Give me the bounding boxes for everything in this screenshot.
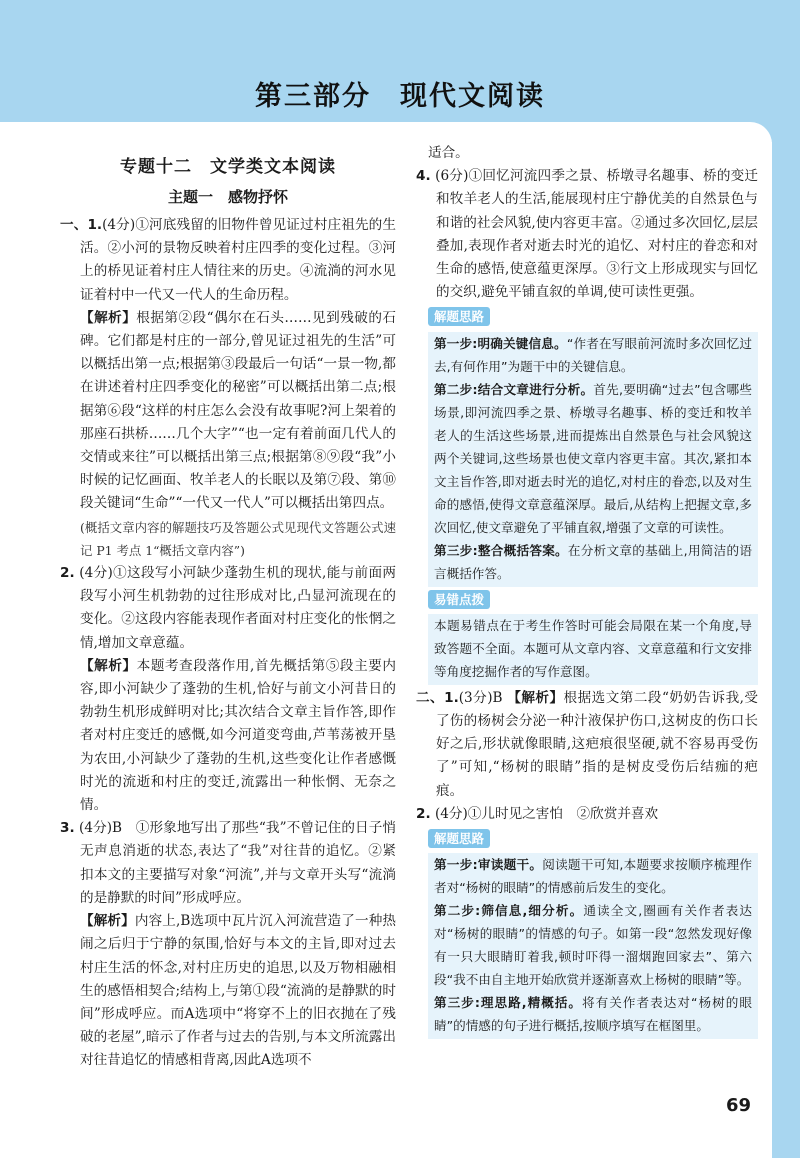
analysis-1-tag: 【解析】: [80, 309, 137, 326]
answer-4-number: 4.: [416, 168, 431, 185]
answer-4: [416, 165, 758, 304]
ideas-box-1: [428, 332, 758, 587]
ideas-block-1: [416, 304, 758, 684]
analysis-1-text: 根据第②段“偶尔在石头……见到残破的石碑。它们都是村庄的一部分,曾见证过祖先的生活”可以概括出第一点;根据第③段最后一句话“一景一物,都在讲述着村庄四季变化的秘密”可以概括出第二点;根据第⑥段“这样的村庄怎么会没有故事呢?河上架着的那座石拱桥……几个大字”“也一定有着前面几代人的交情或来往”可以概括出第三点;根据第⑧⑨段“我”小时候的记忆画面、牧羊老人的长眠以及第⑦段、第⑩段关键词“生命”“一代又一代人”可以概括出第四点。: [80, 309, 396, 512]
error-label: 易错点拨: [428, 590, 490, 609]
answer-1-number: 一、1.: [60, 217, 103, 233]
step-b2-head: 第二步:筛信息,细分析。: [434, 903, 584, 919]
step-2-text: 首先,要明确“过去”包含哪些场景,即河流四季之景、桥墩寻名趣事、桥的变迁和牧羊老人的生活这些场景,进而提炼出自然景色与社会风貌这两个关键词,这些场景也使文章内容更丰富。其次,紧扣本文主旨作答,即对逝去时光的追忆,对村庄的眷恋,以及对生命的感悟,使得文章意蕴深厚。最后,从结构上把握文章,多次回忆,使文章避免了平铺直叙,增强了文章的可读性。: [434, 381, 752, 535]
step-b1: [434, 853, 752, 899]
step-1-text: “作者在写眼前河流时多次回忆过去,有何作用”为题干中的关键信息。: [434, 335, 752, 374]
answer-2-text: (4分)①这段写小河缺少蓬勃生机的现状,能与前面两段写小河生机勃勃的过往形成对比,凸显河流现在的变化。②这段内容能表现作者面对村庄变化的怅惘之情,增加文章意蕴。: [79, 565, 396, 651]
page-sheet: [0, 122, 772, 1158]
topic-title: 专题十二 文学类文本阅读: [120, 157, 336, 177]
left-column: [60, 122, 396, 1073]
step-b3-text: 将有关作者表达对“杨树的眼睛”的情感的句子进行概括,按顺序填写在框图里。: [434, 995, 752, 1034]
error-box: [428, 614, 758, 685]
step-b2-text: 通读全文,圈画有关作者表达对“杨树的眼睛”的情感的句子。如第一段“忽然发现好像有一只大眼睛盯着我,顿时吓得一溜烟跑回家去”、第六段“我不由自主地开始欣赏并逐渐喜欢上杨树的眼睛”等。: [434, 903, 752, 988]
analysis-3-tag: 【解析】: [80, 913, 135, 930]
step-b1-text: 阅读题干可知,本题要求按顺序梳理作者对“杨树的眼睛”的情感前后发生的变化。: [434, 857, 752, 896]
analysis-2-text: 本题考查段落作用,首先概括第⑤段主要内容,即小河缺少了蓬勃的生机,恰好与前文小河昔日的勃勃生机形成鲜明对比;其次结合文章主旨作答,即作者对村庄变迁的感慨,如今河道变弯曲,芦苇荡被开垦为农田,小河缺少了蓬勃的生机,这些变化让作者感慨时光的流逝和村庄的变迁,流露出一种怅惘、无奈之情。: [80, 657, 396, 814]
answer-3: [60, 817, 396, 910]
right-edge-strip: [772, 142, 800, 1158]
part2-analysis-1-text: 根据选文第二段“奶奶告诉我,受了伤的杨树会分泌一种汁液保护伤口,这树皮的伤口长好之后,形状就像眼睛,这疤痕很坚硬,就不容易再受伤了”可知,“杨树的眼睛”指的是树皮受伤后结痂的疤痕。: [436, 689, 759, 799]
ideas-block-2: [416, 826, 758, 1039]
page-number: 69: [726, 1095, 752, 1116]
continued-text: 适合。: [428, 145, 469, 161]
step-b1-head: 第一步:审读题干。: [434, 857, 543, 873]
step-b3: [434, 991, 752, 1037]
part2-answer-1-text: (3分)B: [458, 689, 503, 706]
step-3: [434, 539, 752, 585]
part2-answer-2-text: (4分)①儿时见之害怕 ②欣赏并喜欢: [434, 805, 659, 822]
ideas-label-2: 解题思路: [428, 829, 490, 848]
analysis-2-tag: 【解析】: [80, 657, 137, 674]
method-note: (概括文章内容的解题技巧及答题公式见现代文答题公式速记 P1 考点 1“概括文章内容”): [80, 519, 396, 558]
answer-3-text: (4分)B ①形象地写出了那些“我”不曾记住的日子悄无声息消逝的状态,表达了“我”对往昔的追忆。②紧扣本文的主要描写对象“河流”,并与文章开头写“流淌的是静默的时间”形成呼应。: [79, 820, 396, 906]
step-1: [434, 332, 752, 378]
step-1-head: 第一步:明确关键信息。: [434, 335, 567, 351]
part2-analysis-1-tag: 【解析】: [507, 689, 564, 706]
ideas-box-2: [428, 853, 758, 1039]
answer-3-number: 3.: [60, 820, 75, 837]
step-b2: [434, 899, 752, 991]
step-b3-head: 第三步:理思路,精概括。: [434, 995, 583, 1011]
header-band: [0, 0, 800, 142]
part2-answer-1: [416, 687, 758, 803]
error-text: 本题易错点在于考生作答时可能会局限在某一个角度,导致答题不全面。本题可从文章内容、文章意蕴和行文安排等角度挖掘作者的写作意图。: [434, 617, 752, 679]
right-column: [416, 142, 758, 1039]
subtopic-title: 主题一 感物抒怀: [167, 188, 288, 206]
step-2: [434, 378, 752, 539]
part2-answer-1-number: 二、1.: [416, 689, 459, 706]
analysis-3: [60, 910, 396, 1072]
step-3-head: 第三步:整合概括答案。: [434, 542, 568, 558]
analysis-3-text: 内容上,B选项中瓦片沉入河流营造了一种热闹之后归于宁静的氛围,恰好与本文的主旨,即对过去村庄生活的怀念,对村庄历史的追思,以及万物相融相生的感悟相契合;结构上,与第①段“流淌的是静默的时间”形成呼应。而A选项中“将穿不上的旧衣抛在了残破的老屋”,暗示了作者与过去的告别,与本文所流露出对往昔追忆的情感相背离,因此A选项不: [80, 913, 397, 1069]
step-3-text: 在分析文章的基础上,用简洁的语言概括作答。: [434, 542, 752, 581]
answer-2: [60, 562, 396, 655]
answer-1: [60, 214, 396, 307]
part2-answer-2-number: 2.: [416, 805, 431, 822]
analysis-2: [60, 655, 396, 817]
analysis-1: [60, 307, 396, 516]
part-title: 第三部分 现代文阅读: [255, 81, 545, 112]
answer-2-number: 2.: [60, 565, 75, 582]
page-body: [0, 142, 772, 1158]
ideas-label-1: 解题思路: [428, 307, 490, 326]
part2-answer-2: [416, 803, 758, 826]
answer-1-text: (4分)①河底残留的旧物件曾见证过村庄祖先的生活。②小河的景物反映着村庄四季的变化过程。③河上的桥见证着村庄人情往来的历史。④流淌的河水见证着村中一代又一代人的生命历程。: [80, 217, 396, 303]
answer-4-text: (6分)①回忆河流四季之景、桥墩寻名趣事、桥的变迁和牧羊老人的生活,能展现村庄宁静优美的自然景色与和谐的社会风貌,使内容更丰富。②通过多次回忆,层层叠加,表现作者对逝去时光的追忆、对村庄的眷恋和对生命的感悟,使意蕴更深厚。③行文上形成现实与回忆的交织,避免平铺直叙的单调,使可读性更强。: [435, 168, 758, 301]
step-2-head: 第二步:结合文章进行分析。: [434, 381, 594, 397]
